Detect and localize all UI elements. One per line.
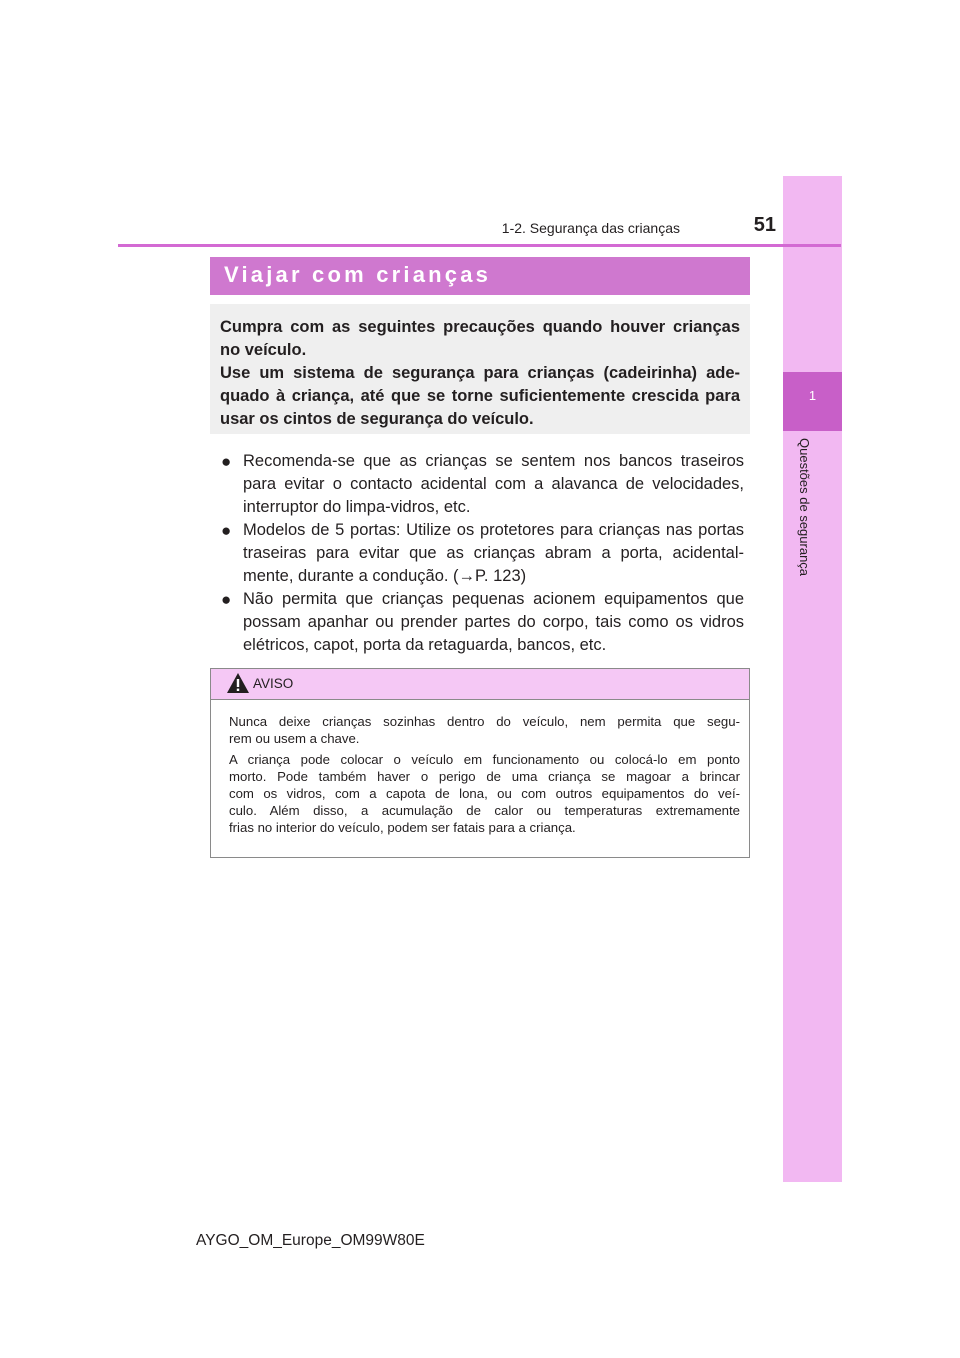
warning-line: A criança pode colocar o veículo em funcionamento ou colocá-lo em ponto [229,752,740,767]
warning-line: com os vidros, com a capota de lona, ou com outros equipamentos do veí- [229,786,740,801]
intro-line: Use um sistema de segurança para crianças (cadeirinha) ade- [220,364,740,382]
warning-triangle-icon [226,672,250,694]
warning-line: rem ou usem a chave. [229,731,360,746]
chapter-label: Questões de segurança [797,438,812,577]
warning-line: culo. Além disso, a acumulação de calor ou temperaturas extremamente [229,803,740,818]
bullet-line: Não permita que crianças pequenas acionem equipamentos que [243,590,744,608]
bullet-line: para evitar o contacto acidental com a alavanca de velocidades, [243,475,744,493]
bullet-line: interruptor do limpa-vidros, etc. [243,498,471,516]
warning-line: morto. Pode também haver o perigo de uma criança se magoar a brincar [229,769,740,784]
intro-line: usar os cintos de segurança do veículo. [220,410,534,428]
warning-line: frias no interior do veículo, podem ser fatais para a criança. [229,820,576,835]
warning-line: Nunca deixe crianças sozinhas dentro do veículo, nem permita que segu- [229,714,740,729]
bullet-line: traseiras para evitar que as crianças abram a porta, acidental- [243,544,744,562]
bullet-line: Recomenda-se que as crianças se sentem nos bancos traseiros [243,452,744,470]
page-title: Viajar com crianças [224,262,492,287]
intro-line: Cumpra com as seguintes precauções quando houver crianças [220,318,740,336]
chapter-number: 1 [808,388,817,403]
bullet-line[interactable]: mente, durante a condução. (→P. 123) [243,567,527,585]
bullet-line: elétricos, capot, porta da retaguarda, bancos, etc. [243,636,607,654]
intro-line: no veículo. [220,341,307,359]
header-divider [118,244,841,247]
intro-line: quado à criança, até que se torne suficientemente crescida para [220,387,740,405]
bullet-line: possam apanhar ou prender partes do corpo, tais como os vidros [243,613,744,631]
page-number: 51 [753,214,776,236]
bullet-dot-icon: ● [221,452,232,471]
document-footer: AYGO_OM_Europe_OM99W80E [196,1232,425,1249]
bullet-line: Modelos de 5 portas: Utilize os protetores para crianças nas portas [243,521,744,539]
section-title: 1-2. Segurança das crianças [501,220,680,236]
bullet-dot-icon: ● [221,521,232,540]
warning-label: AVISO [253,676,294,691]
bullet-dot-icon: ● [221,590,232,609]
chapter-side-tab [783,176,842,1182]
